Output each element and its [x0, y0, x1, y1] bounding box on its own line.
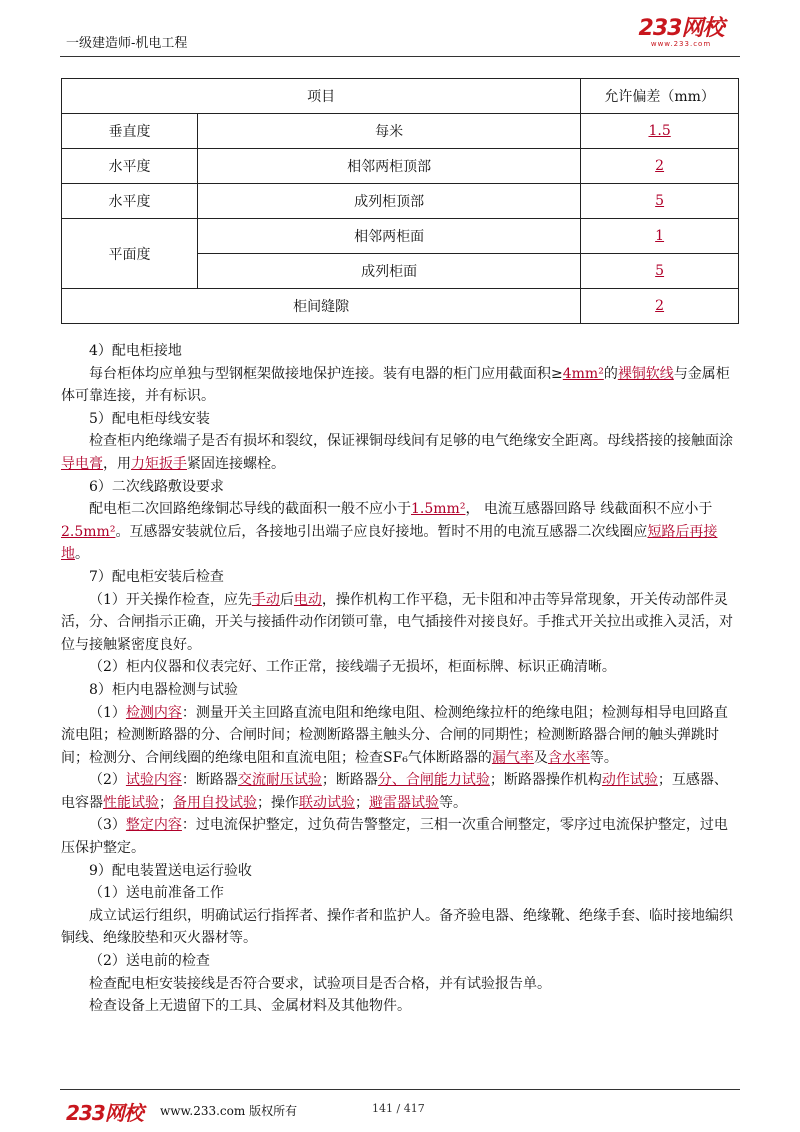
table-row: [62, 114, 739, 149]
section-heading: 7）配电柜安装后检查: [89, 568, 224, 585]
section-heading: 5）配电柜母线安装: [89, 410, 210, 427]
table-row: [62, 289, 739, 324]
header-tolerance: 允许偏差（mm）: [581, 79, 739, 114]
brand-logo[interactable]: [626, 18, 736, 48]
paragraph: （1）开关操作检查，应先手动后电动，操作机构工作平稳，无卡阻和冲击等异常现象，开关传动部件灵活，分、合闸指示正确，开关与接插件动作闭锁可靠，电气插接件对接良好。手推式开关拉出或推入灵活，对位与接触紧密度良好。: [61, 591, 733, 653]
keyword: 裸铜软线: [617, 365, 674, 382]
paragraph: （3）整定内容：过电流保护整定，过负荷告警整定，三相一次重合闸整定，零序过电流保护整定，过电压保护整定。: [61, 817, 728, 857]
brand-logo-url: www.233.com: [650, 40, 712, 48]
paragraph: 检查配电柜安装接线是否符合要求，试验项目是否合格，并有试验报告单。: [89, 975, 551, 992]
cell-category: 平面度: [62, 219, 198, 289]
keyword: 短路后再接地: [61, 523, 718, 563]
header-item: 项目: [62, 79, 581, 114]
keyword: 手动: [251, 591, 280, 608]
keyword: 联动试验: [299, 794, 355, 811]
tolerance-table: [61, 78, 739, 324]
footer-copyright: www.233.com 版权所有: [160, 1104, 298, 1118]
keyword: 力矩扳手: [131, 455, 187, 472]
paragraph: 检查设备上无遗留下的工具、金属材料及其他物件。: [89, 998, 411, 1015]
paragraph: 成立试运行组织，明确试运行指挥者、操作者和监护人。备齐验电器、绝缘靴、绝缘手套、临时接地编织铜线、绝缘胶垫和灭火器材等。: [61, 907, 733, 947]
keyword: 试验内容: [125, 772, 182, 789]
keyword: 动作试验: [601, 772, 658, 789]
cell-subitem: 成列柜面: [198, 254, 581, 289]
cell-value: 5: [581, 184, 739, 219]
keyword: 整定内容: [125, 817, 182, 834]
cell-category: 水平度: [62, 184, 198, 219]
footer-logo[interactable]: 233网校: [66, 1101, 143, 1125]
page-header-title: 一级建造师-机电工程: [66, 36, 188, 51]
cell-value: 1: [581, 219, 739, 254]
cell-category: 柜间缝隙: [62, 289, 581, 324]
document-body: [61, 340, 741, 1018]
paragraph: （2）试验内容：断路器交流耐压试验；断路器分、合闸能力试验；断路器操作机构动作试验；互感器、电容器性能试验；备用自投试验；操作联动试验；避雷器试验等。: [61, 772, 728, 811]
section-heading: 6）二次线路敷设要求: [89, 478, 224, 495]
paragraph: （2）柜内仪器和仪表完好、工作正常，接线端子无损坏，柜面标牌、标识正确清晰。: [89, 659, 616, 676]
keyword: 检测内容: [125, 704, 182, 721]
cell-category: 水平度: [62, 149, 198, 184]
cell-value: 2: [581, 149, 739, 184]
paragraph: 检查柜内绝缘端子是否有损坏和裂纹，保证裸铜母线间有足够的电气绝缘安全距离。母线搭接的接触面涂导电膏，用力矩扳手紧固连接螺栓。: [61, 433, 733, 472]
section-heading: 9）配电装置送电运行验收: [89, 862, 252, 879]
cell-subitem: 相邻两柜面: [198, 219, 581, 254]
table-header-row: [62, 79, 739, 114]
keyword: 电动: [293, 591, 322, 608]
cell-subitem: 相邻两柜顶部: [198, 149, 581, 184]
section-heading: 4）配电柜接地: [89, 343, 182, 359]
keyword: 避雷器试验: [369, 794, 439, 811]
paragraph: 每台柜体均应单独与型钢框架做接地保护连接。装有电器的柜门应用截面积≥4mm²的裸铜软线与金属柜体可靠连接，并有标识。: [61, 365, 730, 405]
paragraph: 配电柜二次回路绝缘铜芯导线的截面积一般不应小于1.5mm²， 电流互感器回路导 线截面积不应小于2.5mm²。互感器安装就位后，各接地引出端子应良好接地。暂时不用的电流互感器二次线圈应短路后再接地。: [61, 501, 718, 563]
cell-value: 5: [581, 254, 739, 289]
keyword: 2.5mm²: [61, 523, 116, 540]
table-row: [62, 149, 739, 184]
keyword: 分、合闸能力试验: [377, 772, 490, 789]
keyword: 交流耐压试验: [237, 772, 322, 789]
keyword: 含水率: [547, 749, 590, 766]
cell-subitem: 成列柜顶部: [198, 184, 581, 219]
section-heading: 8）柜内电器检测与试验: [89, 681, 238, 698]
keyword: 漏气率: [491, 749, 534, 766]
keyword: 4mm²: [562, 365, 604, 382]
cell-value: 2: [581, 289, 739, 324]
brand-logo-text: 233网校: [638, 16, 724, 41]
footer-divider: [60, 1089, 740, 1090]
page-number: 141 / 417: [372, 1102, 425, 1115]
table-row: [62, 219, 739, 254]
cell-category: 垂直度: [62, 114, 198, 149]
cell-value: 1.5: [581, 114, 739, 149]
keyword: 1.5mm²: [411, 501, 466, 518]
keyword: 导电膏: [61, 455, 103, 472]
table-row: [62, 184, 739, 219]
header-divider: [60, 56, 740, 57]
keyword: 备用自投试验: [173, 794, 257, 811]
keyword: 性能试验: [103, 794, 159, 811]
cell-subitem: 每米: [198, 114, 581, 149]
subsection-heading: （2）送电前的检查: [89, 953, 210, 970]
paragraph: （1）检测内容：测量开关主回路直流电阻和绝缘电阻、检测绝缘拉杆的绝缘电阻；检测每相导电回路直流电阻；检测断路器的分、合闸时间；检测断路器主触头分、合闸的同期性；检测断路器合闸的触头弹跳时间；检测分、合闸线圈的绝缘电阻和直流电阻；检查SF₆气体断路器的漏气率及含水率等。: [61, 704, 728, 766]
subsection-heading: （1）送电前准备工作: [89, 885, 224, 902]
